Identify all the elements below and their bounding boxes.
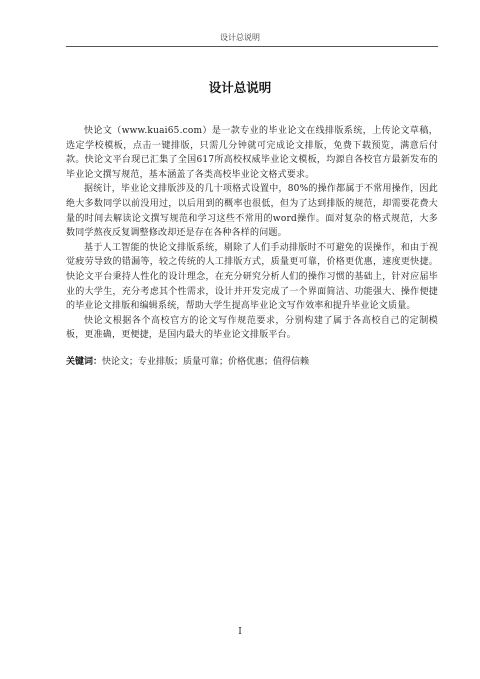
keywords-label: 关键词：: [66, 356, 103, 367]
paragraph-templates: 快论文根据各个高校官方的论文写作规范要求，分别构建了属于各高校自己的定制模板，更准确，更便捷，是国内最大的毕业论文排版平台。: [66, 315, 438, 341]
page-title: 设计总说明: [208, 80, 272, 95]
keywords-value: 快论文；专业排版；质量可靠；价格优惠；值得信赖: [102, 356, 310, 367]
header-rule: [66, 46, 438, 47]
paragraph-intro: 快论文（www.kuai65.com）是一款专业的毕业论文在线排版系统，上传论文草稿，选定学校模板，点击一键排版，只需几分钟就可完成论文排版，免费下载预览，满意后付款。快论文平台现已汇集了全国617所高校权威毕业论文模板，均源自各校官方最新发布的毕业论文撰写规范，基本涵盖了各类高校毕业论文格式要求。: [66, 126, 438, 180]
keywords-line: [66, 355, 438, 370]
running-header: 设计总说明: [220, 33, 260, 42]
page-number: I: [238, 627, 242, 637]
paragraph-ai-system: 基于人工智能的快论文排版系统，剔除了人们手动排版时不可避免的误操作，和由于视觉疲劳导致的错漏等，较之传统的人工排版方式，质量更可靠，价格更优惠，速度更快捷。快论文平台秉持人性化的设计理念，在充分研究分析人们的操作习惯的基础上，针对应届毕业的大学生，充分考虑其个性需求，设计并开发完成了一个界面简洁、功能强大、操作便捷的毕业论文排版和编辑系统，帮助大学生提高毕业论文写作效率和提升毕业论文质量。: [66, 242, 438, 312]
paragraph-statistics: 据统计，毕业论文排版涉及的几十项格式设置中，80%的操作都属于不常用操作，因此绝大多数同学以前没用过，以后用到的概率也很低，但为了达到排版的规范，却需要花费大量的时间去解读论文撰写规范和学习这些不常用的word操作。面对复杂的格式规范，大多数同学熬夜反复调整修改却还是存在各种各样的问题。: [66, 184, 438, 239]
body-text: [66, 124, 438, 370]
